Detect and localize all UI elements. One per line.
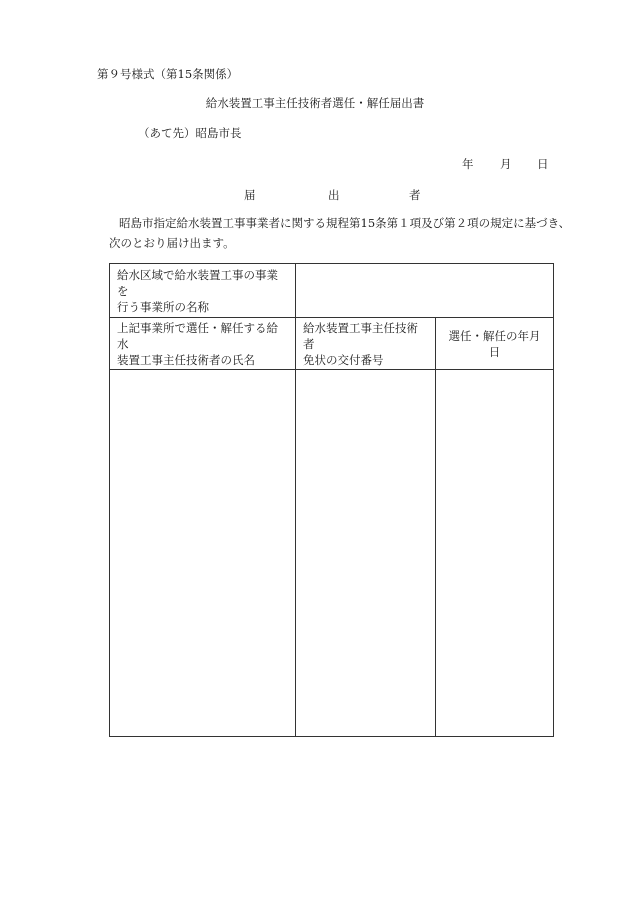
submitter-char-1: 届	[244, 188, 256, 202]
license-number-header-line-1: 給水装置工事主任技術者	[303, 320, 418, 351]
appointment-date-header: 選任・解任の年月日	[436, 318, 554, 370]
form-number: 第９号様式（第15条関係）	[97, 67, 239, 81]
office-name-label-line-2: 行う事業所の名称	[117, 299, 209, 314]
body-text-line-1: 昭島市指定給水装置工事事業者に関する規程第15条第１項及び第２項の規定に基づき、	[119, 216, 571, 230]
entry-row	[110, 370, 554, 737]
office-row	[110, 264, 554, 318]
engineer-name-field[interactable]	[110, 370, 296, 737]
date-year-label: 年	[462, 157, 474, 171]
office-name-label	[110, 264, 296, 318]
license-number-header-line-2: 免状の交付番号	[303, 352, 384, 367]
body-text-line-2: 次のとおり届け出ます。	[109, 236, 235, 250]
submitter-char-3: 者	[409, 188, 421, 202]
license-number-field[interactable]	[296, 370, 436, 737]
date-month-label: 月	[500, 157, 512, 171]
addressee: （あて先）昭島市長	[138, 126, 242, 140]
notification-table	[109, 263, 554, 737]
license-number-header	[296, 318, 436, 370]
submitter-char-2: 出	[328, 188, 340, 202]
engineer-name-header-line-2: 装置工事主任技術者の氏名	[117, 352, 255, 367]
office-name-field[interactable]	[296, 264, 554, 318]
office-name-label-line-1: 給水区域で給水装置工事の事業を	[117, 267, 278, 298]
document-title: 給水装置工事主任技術者選任・解任届出書	[205, 96, 425, 110]
appointment-date-field[interactable]	[436, 370, 554, 737]
date-day-label: 日	[537, 157, 549, 171]
engineer-name-header	[110, 318, 296, 370]
header-row	[110, 318, 554, 370]
engineer-name-header-line-1: 上記事業所で選任・解任する給水	[117, 320, 278, 351]
